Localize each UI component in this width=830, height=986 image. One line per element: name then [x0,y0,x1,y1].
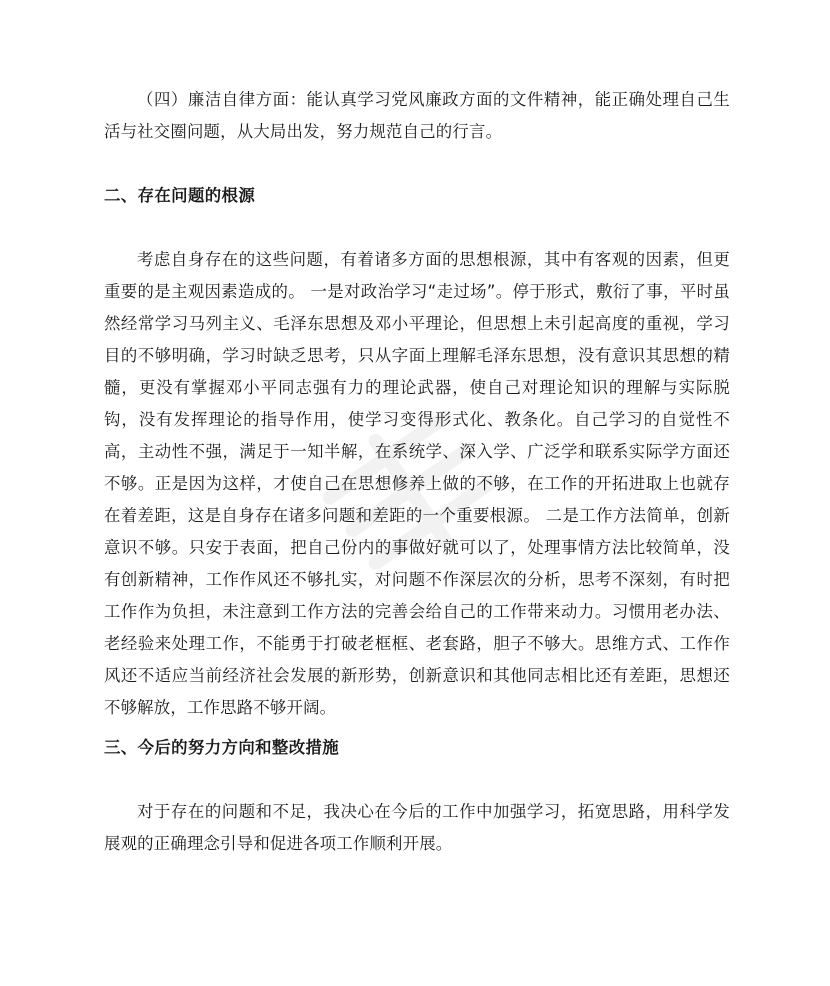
paragraph-integrity-self-discipline: （四）廉洁自律方面：能认真学习党风廉政方面的文件精神，能正确处理自己生活与社交圈问题，从大局出发，努力规范自己的行言。 [104,90,730,141]
heading-root-causes: 二、存在问题的根源 [104,186,256,205]
heading-future-direction: 三、今后的努力方向和整改措施 [104,738,340,757]
paragraph-root-causes-body: 考虑自身存在的这些问题，有着诸多方面的思想根源，其中有客观的因素，但更重要的是主观因素造成的。 一是对政治学习“走过场”。停于形式，敷衍了事，平时虽然经常学习马列主义、毛泽东思想及邓小平理论，但思想上未引起高度的重视，学习目的不够明确，学习时缺乏思考，只从字面上理解毛泽东思想，没有意识其思想的精髓，更没有掌握邓小平同志强有力的理论武器，使自己对理论知识的理解与实际脱钩，没有发挥理论的指导作用，使学习变得形式化、教条化。自己学习的自觉性不高，主动性不强，满足于一知半解，在系统学、深入学、广泛学和联系实际学方面还不够。正是因为这样，才使自己在思想修养上做的不够，在工作的开拓进取上也就存在着差距，这是自身存在诸多问题和差距的一个重要根源。 二是工作方法简单，创新意识不够。只安于表面，把自己份内的事做好就可以了，处理事情方法比较简单，没有创新精神，工作作风还不够扎实，对问题不作深层次的分析，思考不深刻，有时把工作作为负担，未注意到工作方法的完善会给自己的工作带来动力。习惯用老办法、老经验来处理工作，不能勇于打破老框框、老套路，胆子不够大。思维方式、工作作风还不适应当前经济社会发展的新形势，创新意识和其他同志相比还有差距，思想还不够解放，工作思路不够开阔。 [104,250,730,717]
paragraph-future-direction-body: 对于存在的问题和不足，我决心在今后的工作中加强学习，拓宽思路，用科学发展观的正确理念引导和促进各项工作顺利开展。 [104,802,730,853]
